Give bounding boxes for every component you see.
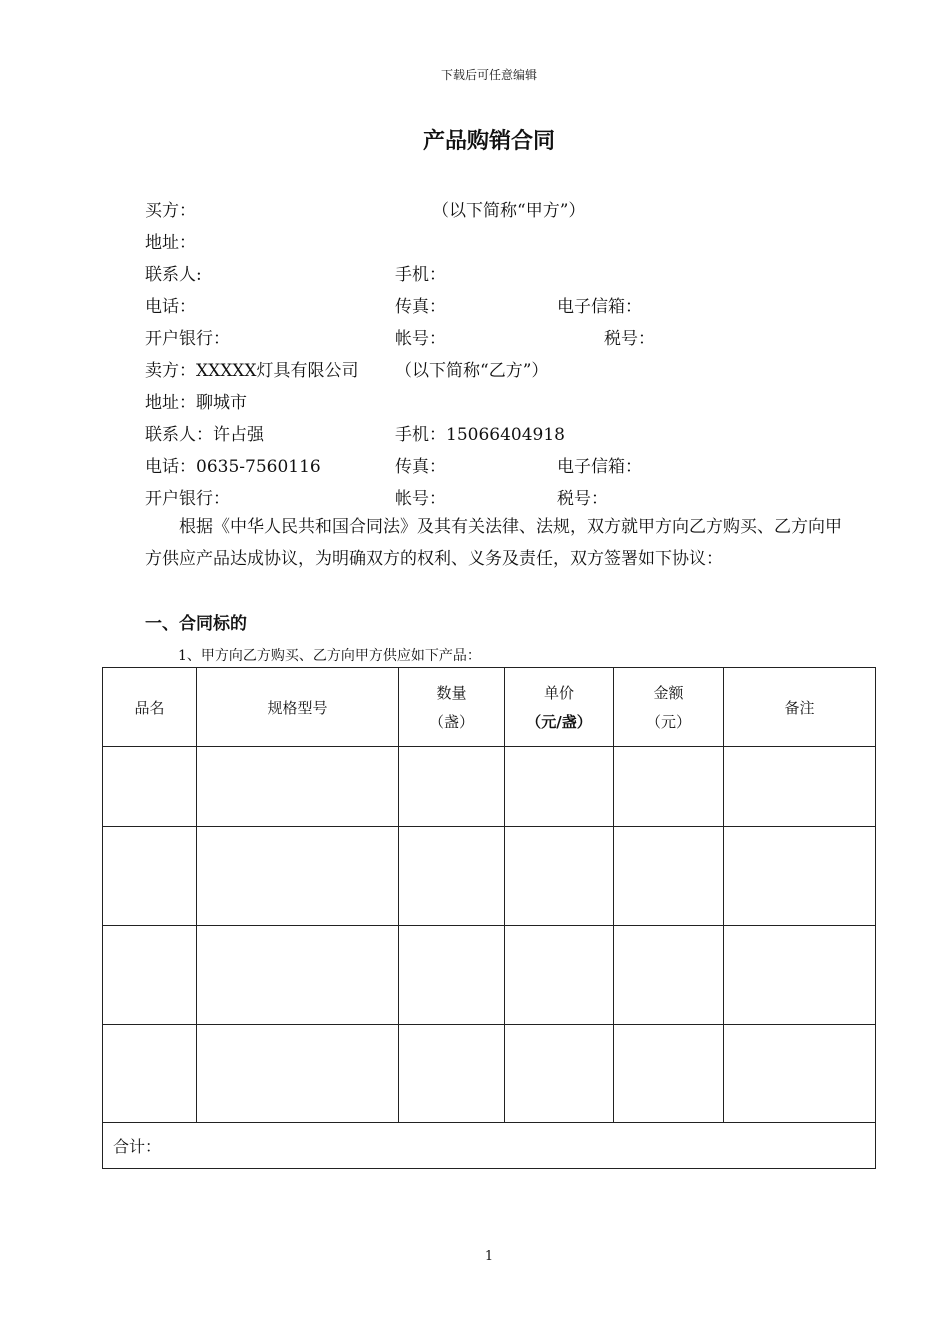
section-item: 1、甲方向乙方购买、乙方向甲方供应如下产品： bbox=[178, 648, 481, 664]
col-header-name: 品名 bbox=[103, 668, 197, 747]
col-header-spec: 规格型号 bbox=[197, 668, 399, 747]
total-label: 合计： bbox=[103, 1123, 876, 1169]
table-cell[interactable] bbox=[103, 926, 197, 1025]
buyer-fax: 传真： bbox=[395, 297, 446, 317]
col-header-amount bbox=[614, 668, 724, 747]
col-header-qty-unit: （盏） bbox=[428, 713, 474, 731]
table-cell[interactable] bbox=[505, 747, 614, 827]
page-number: 1 bbox=[484, 1249, 494, 1264]
col-header-price-label: 单价 bbox=[543, 684, 574, 702]
table-cell[interactable] bbox=[614, 827, 724, 926]
buyer-tax-no: 税号： bbox=[604, 329, 655, 349]
table-cell[interactable] bbox=[399, 926, 505, 1025]
table-cell[interactable] bbox=[724, 926, 876, 1025]
seller-address: 地址：聊城市 bbox=[145, 393, 247, 413]
intro-paragraph-text: 根据《中华人民共和国合同法》及其有关法律、法规，双方就甲方向乙方购买、乙方向甲方供应产品达成协议，为明确双方的权利、义务及责任，双方签署如下协议： bbox=[145, 517, 842, 569]
buyer-email: 电子信箱： bbox=[557, 297, 642, 317]
seller-email: 电子信箱： bbox=[557, 457, 642, 477]
col-header-qty-label: 数量 bbox=[436, 684, 467, 702]
table-cell[interactable] bbox=[197, 827, 399, 926]
table-cell[interactable] bbox=[724, 1025, 876, 1123]
col-header-amount-label: 金额 bbox=[653, 684, 684, 702]
col-header-price-unit: （元/盏） bbox=[526, 713, 592, 731]
table-cell[interactable] bbox=[614, 926, 724, 1025]
table-total-row bbox=[103, 1123, 876, 1169]
table-cell[interactable] bbox=[505, 926, 614, 1025]
buyer-address: 地址： bbox=[145, 233, 196, 253]
table-cell[interactable] bbox=[505, 827, 614, 926]
table-row bbox=[103, 926, 876, 1025]
table-cell[interactable] bbox=[614, 1025, 724, 1123]
table-cell[interactable] bbox=[505, 1025, 614, 1123]
header-note: 下载后可任意编辑 bbox=[440, 68, 537, 82]
col-header-qty bbox=[399, 668, 505, 747]
table-cell[interactable] bbox=[197, 747, 399, 827]
table-cell[interactable] bbox=[614, 747, 724, 827]
table-row bbox=[103, 827, 876, 926]
table-cell[interactable] bbox=[399, 747, 505, 827]
section-heading: 一、合同标的 bbox=[145, 614, 247, 634]
buyer-contact: 联系人: bbox=[145, 265, 202, 285]
table-cell[interactable] bbox=[399, 827, 505, 926]
seller-account: 帐号： bbox=[395, 489, 446, 509]
buyer-account: 帐号： bbox=[395, 329, 446, 349]
table-header-row bbox=[103, 668, 876, 747]
table-cell[interactable] bbox=[103, 1025, 197, 1123]
product-table bbox=[102, 667, 876, 1169]
page-title: 产品购销合同 bbox=[422, 129, 555, 154]
seller-fax: 传真： bbox=[395, 457, 446, 477]
seller-mobile: 手机：15066404918 bbox=[395, 425, 565, 445]
seller-tax-no: 税号： bbox=[557, 489, 608, 509]
buyer-party: 买方： bbox=[145, 201, 196, 221]
intro-paragraph bbox=[145, 511, 845, 575]
table-cell[interactable] bbox=[197, 1025, 399, 1123]
buyer-abbrev: （以下简称“甲方”） bbox=[432, 201, 586, 221]
buyer-phone: 电话： bbox=[145, 297, 196, 317]
buyer-bank: 开户银行： bbox=[145, 329, 230, 349]
seller-party: 卖方：XXXXX灯具有限公司 bbox=[145, 361, 359, 381]
col-header-price bbox=[505, 668, 614, 747]
table-cell[interactable] bbox=[724, 747, 876, 827]
seller-contact: 联系人：许占强 bbox=[145, 425, 264, 445]
table-cell[interactable] bbox=[103, 827, 197, 926]
table-cell[interactable] bbox=[197, 926, 399, 1025]
seller-abbrev: （以下简称“乙方”） bbox=[395, 361, 549, 381]
table-cell[interactable] bbox=[399, 1025, 505, 1123]
seller-bank: 开户银行： bbox=[145, 489, 230, 509]
col-header-amount-unit: （元） bbox=[645, 713, 691, 731]
table-cell[interactable] bbox=[103, 747, 197, 827]
buyer-mobile: 手机： bbox=[395, 265, 446, 285]
table-row bbox=[103, 1025, 876, 1123]
col-header-remarks: 备注 bbox=[724, 668, 876, 747]
table-row bbox=[103, 747, 876, 827]
seller-phone: 电话：0635-7560116 bbox=[145, 457, 321, 477]
table-cell[interactable] bbox=[724, 827, 876, 926]
